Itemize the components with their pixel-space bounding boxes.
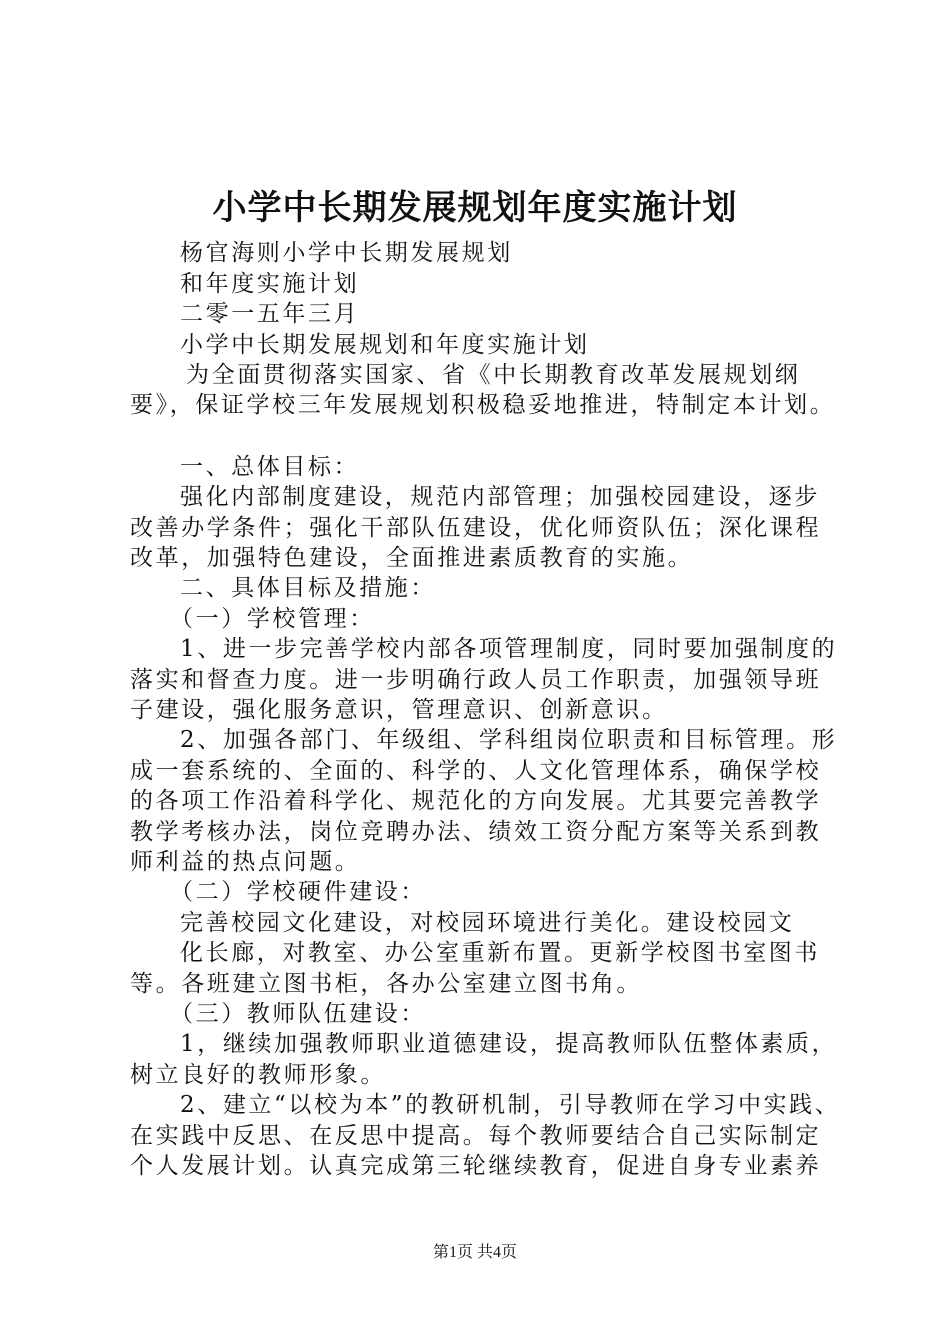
text-line: 教学考核办法，岗位竞聘办法、绩效工资分配方案等关系到教 bbox=[130, 819, 822, 845]
subsection-heading: （三）教师队伍建设： bbox=[170, 1001, 426, 1027]
text-line: 个人发展计划。认真完成第三轮继续教育，促进自身专业素养 bbox=[130, 1153, 822, 1179]
document-title: 小学中长期发展规划年度实施计划 bbox=[212, 188, 738, 228]
text-line: 的各项工作沿着科学化、规范化的方向发展。尤其要完善教学 bbox=[130, 788, 822, 814]
text-line: 小学中长期发展规划和年度实施计划 bbox=[180, 332, 590, 358]
text-line: 杨官海则小学中长期发展规划 bbox=[180, 240, 513, 266]
text-line: 完善校园文化建设，对校园环境进行美化。建设校园文 bbox=[180, 910, 795, 936]
text-line: 2、建立“以校为本”的教研机制，引导教师在学习中实践、 bbox=[180, 1092, 841, 1118]
text-line: 化长廊，对教室、办公室重新布置。更新学校图书室图书 bbox=[180, 940, 820, 966]
text-line: 等。各班建立图书柜，各办公室建立图书角。 bbox=[130, 971, 642, 997]
text-line: 2、加强各部门、年级组、学科组岗位职责和目标管理。形 bbox=[180, 727, 838, 753]
text-line: 强化内部制度建设，规范内部管理；加强校园建设，逐步 bbox=[180, 484, 820, 510]
section-heading: 二、具体目标及措施： bbox=[180, 575, 436, 601]
text-line: 子建设，强化服务意识，管理意识、创新意识。 bbox=[130, 697, 668, 723]
page-footer: 第1页 共4页 bbox=[432, 1244, 517, 1261]
text-line: 二零一五年三月 bbox=[180, 301, 360, 327]
text-line: 成一套系统的、全面的、科学的、人文化管理体系，确保学校 bbox=[130, 758, 822, 784]
text-line: 改善办学条件；强化干部队伍建设，优化师资队伍；深化课程 bbox=[130, 515, 822, 541]
subsection-heading: （一）学校管理： bbox=[170, 606, 375, 632]
section-heading: 一、总体目标： bbox=[180, 454, 360, 480]
text-line: 改革，加强特色建设，全面推进素质教育的实施。 bbox=[130, 545, 694, 571]
text-line: 树立良好的教师形象。 bbox=[130, 1062, 386, 1088]
text-line: 落实和督查力度。进一步明确行政人员工作职责，加强领导班 bbox=[130, 667, 822, 693]
subsection-heading: （二）学校硬件建设： bbox=[170, 879, 426, 905]
text-line: 在实践中反思、在反思中提高。每个教师要结合自己实际制定 bbox=[130, 1123, 822, 1149]
text-line: 为全面贯彻落实国家、省《中长期教育改革发展规划纲 bbox=[186, 362, 801, 388]
text-line: 1，继续加强教师职业道德建设，提高教师队伍整体素质， bbox=[180, 1031, 838, 1057]
text-line: 和年度实施计划 bbox=[180, 271, 360, 297]
text-line: 师利益的热点问题。 bbox=[130, 849, 361, 875]
text-line: 要》，保证学校三年发展规划积极稳妥地推进，特制定本计划。 bbox=[130, 392, 836, 418]
text-line: 1、进一步完善学校内部各项管理制度，同时要加强制度的 bbox=[180, 636, 838, 662]
